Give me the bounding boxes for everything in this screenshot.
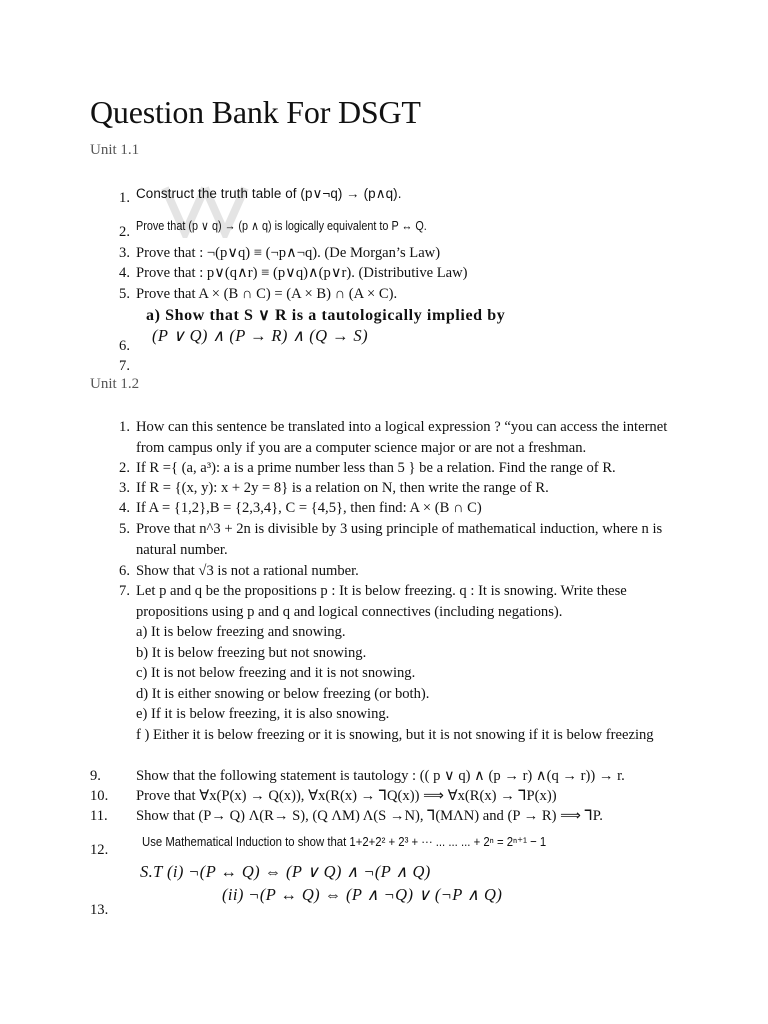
sub-list	[136, 622, 654, 745]
sub-item: a) It is below freezing and snowing.	[136, 624, 346, 640]
sub-item: f ) Either it is below freezing or it is snowing, but it is not snowing if it is below freezing	[136, 726, 654, 743]
item-number: 11.	[90, 808, 108, 824]
item-number: 6.	[119, 563, 130, 579]
item-text: Prove that : ¬(p∨q) ≡ (¬p∧¬q). (De Morgan’s Law)	[136, 245, 441, 261]
item-text: Show that the following statement is tautology : (( p ∨ q) ∧ (p → r) ∧(q → r)) → r.	[136, 768, 625, 784]
item-text: Prove that ∀x(P(x) → Q(x)), ∀x(R(x) → ⅂Q(x)) ⟹ ∀x(R(x) → ⅂P(x))	[136, 788, 557, 804]
item-text: If R ={ (a, a³): a is a prime number less than 5 } be a relation. Find the range of R.	[136, 460, 616, 476]
item-text: Show that (P→ Q) Λ(R→ S), (Q ΛM) Λ(S →N), ⅂(MΛN) and (P → R) ⟹ ⅂P.	[136, 808, 603, 824]
item-number: 3.	[119, 480, 130, 496]
unit-heading-1-1: Unit 1.1	[90, 142, 140, 158]
item-number: 13.	[90, 902, 109, 918]
item-text: If R = {(x, y): x + 2y = 8} is a relation on N, then write the range of R.	[136, 480, 549, 496]
sub-item: c) It is not below freezing and it is not snowing.	[136, 665, 416, 681]
item-text: If A = {1,2},B = {2,3,4}, C = {4,5}, then find: A × (B ∩ C)	[136, 500, 482, 516]
item-number: 4.	[119, 500, 130, 516]
item-text: a) Show that S ∨ R is a tautologically implied by	[146, 307, 506, 324]
item-text: Prove that n^3 + 2n is divisible by 3 using principle of mathematical induction, where n is natural number.	[136, 521, 663, 558]
item-number: 5.	[119, 521, 130, 537]
item-text: Use Mathematical Induction to show that 1+2+2² + 2³ + ··· ... ... ... + 2ⁿ = 2ⁿ⁺¹ − 1	[142, 834, 547, 849]
sub-item: d) It is either snowing or below freezing (or both).	[136, 685, 430, 702]
item-text: Prove that : p∨(q∧r) ≡ (p∨q)∧(p∨r). (Distributive Law)	[136, 265, 468, 281]
item-text: How can this sentence be translated into a logical expression ? “you can access the internet from campus only if you are a computer science major or are not a freshman.	[136, 419, 668, 456]
page-title: Question Bank For DSGT	[90, 94, 421, 130]
item-text: Let p and q be the propositions p : It is below freezing. q : It is snowing. Write these propositions using p and q and logical connectives (including negations).	[136, 583, 627, 620]
item-text: Show that √3 is not a rational number.	[136, 563, 359, 579]
item-number: 4.	[119, 265, 130, 281]
item-number: 7.	[119, 583, 130, 599]
item-number: 12.	[90, 842, 109, 858]
item-text: (ii) ¬(P ↔ Q) ⇔ (P ∧ ¬Q) ∨ (¬P ∧ Q)	[222, 885, 503, 904]
item-number: 6.	[119, 338, 130, 354]
item-text: Prove that A × (B ∩ C) = (A × B) ∩ (A × C).	[136, 286, 398, 302]
item-number: 3.	[119, 245, 130, 261]
sub-item: b) It is below freezing but not snowing.	[136, 644, 367, 661]
item-number: 1.	[119, 419, 130, 435]
item-number: 2.	[119, 224, 130, 240]
item-number: 7.	[119, 358, 130, 374]
item-text: Construct the truth table of (p∨¬q) → (p∧q).	[136, 186, 402, 201]
unit-heading-1-2: Unit 1.2	[90, 376, 140, 392]
item-text: Prove that (p ∨ q) → (p ∧ q) is logically equivalent to P ↔ Q.	[136, 219, 427, 233]
item-number: 2.	[119, 460, 130, 476]
item-number: 5.	[119, 286, 130, 302]
sub-item: e) If it is below freezing, it is also snowing.	[136, 706, 390, 722]
item-number: 9.	[90, 768, 101, 784]
item-number: 1.	[119, 190, 130, 206]
item-text: (P ∨ Q) ∧ (P → R) ∧ (Q → S)	[152, 326, 368, 345]
item-number: 10.	[90, 788, 109, 804]
item-text: S.T (i) ¬(P ↔ Q) ⇔ (P ∨ Q) ∧ ¬(P ∧ Q)	[140, 862, 431, 881]
